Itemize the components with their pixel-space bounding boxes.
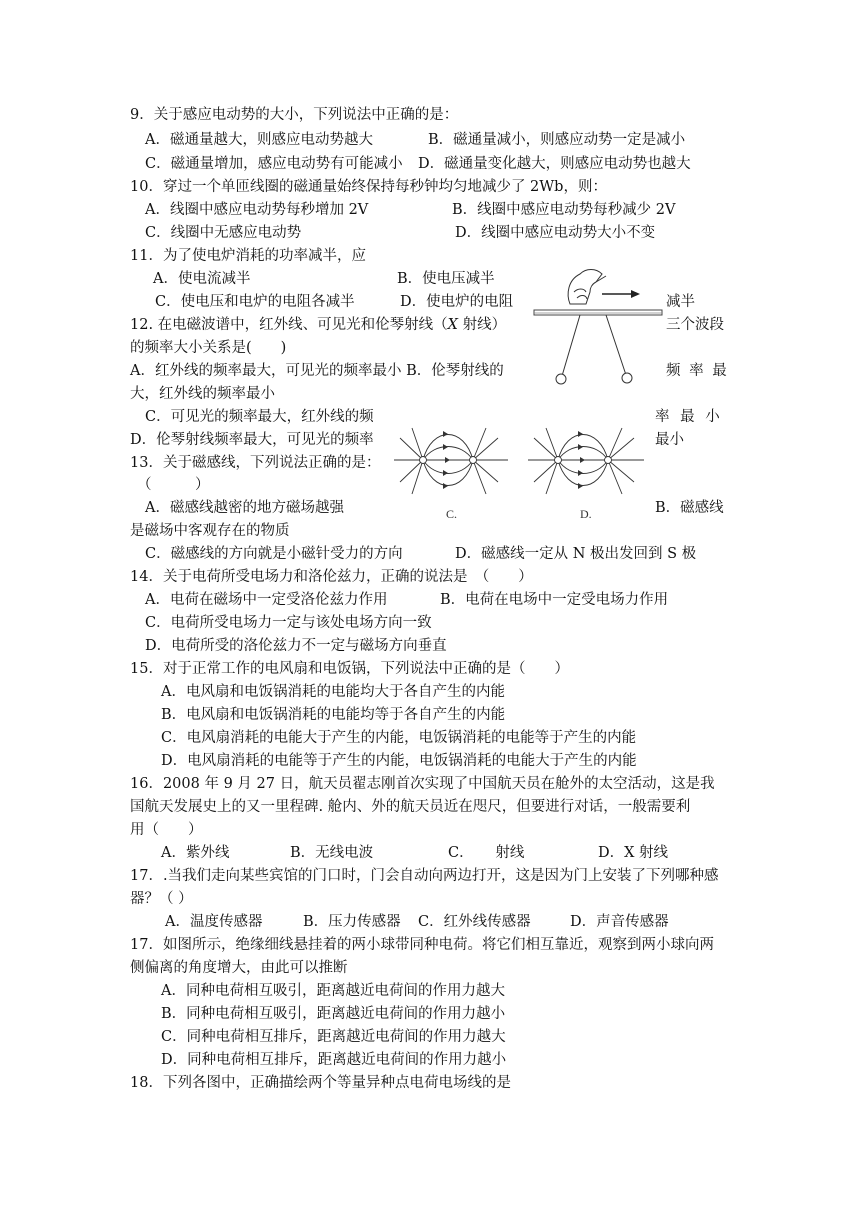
q13-option-c: C．磁感线的方向就是小磁针受力的方向: [145, 546, 403, 562]
q9-option-c: C．磁通量增加，感应电动势有可能减小: [145, 156, 403, 172]
q9-option-d: D．磁通量变化越大，则感应电动势也越大: [418, 156, 691, 172]
q16-option-c: C． 射线: [448, 845, 525, 861]
q9-stem: 9．关于感应电动势的大小，下列说法中正确的是：: [130, 107, 459, 123]
q10-option-a: A．线圈中感应电动势每秒增加 2V: [145, 202, 369, 218]
figure-d-label: D.: [580, 507, 592, 521]
q10-option-c: C．线圈中无感应电动势: [145, 225, 302, 241]
figure-c-label: C.: [446, 507, 458, 521]
q15-stem: 15．对于正常工作的电风扇和电饭锅，下列说法中正确的是（ ）: [130, 661, 569, 677]
q15-option-d: D．电风扇消耗的电能等于产生的内能，电饭锅消耗的电能大于产生的内能: [161, 753, 637, 769]
q15-option-c: C．电风扇消耗的电能大于产生的内能，电饭锅消耗的电能等于产生的内能: [161, 730, 637, 746]
q13-stem: 13．关于磁感线，下列说法正确的是：: [130, 455, 381, 471]
q14-option-a: A．电荷在磁场中一定受洛伦兹力作用: [145, 592, 388, 608]
field-lines-figure-c: [390, 418, 518, 522]
q17a-option-a: A．温度传感器: [165, 914, 263, 930]
q10-stem: 10．穿过一个单匝线圈的磁通量始终保持每秒钟均匀地减少了 2Wb，则：: [130, 179, 607, 195]
q12-option-c: C．可见光的频率最大，红外线的频: [145, 409, 374, 425]
q17b-option-c: C．同种电荷相互排斥，距离越近电荷间的作用力越大: [161, 1029, 506, 1045]
q12-stem-line2: 的频率大小关系是( ): [130, 340, 287, 356]
q13-option-d: D．磁感线一定从 N 极出发回到 S 极: [455, 546, 697, 562]
q17b-line2: 侧偏离的角度增大，由此可以推断: [130, 960, 348, 976]
q12-stem-x: X: [447, 317, 458, 333]
q12-option-b-tail: 频 率 最: [666, 363, 727, 379]
q11-option-b: B．使电压减半: [397, 271, 495, 287]
q12-stem: [130, 315, 506, 335]
q11-option-a: A．使电流减半: [153, 271, 251, 287]
q10-option-b: B．线圈中感应电动势每秒减少 2V: [452, 202, 676, 218]
q17b-option-b: B．同种电荷相互吸引，距离越近电荷间的作用力越小: [161, 1006, 506, 1022]
q12-stem-part2: 射线）: [458, 317, 507, 333]
q16-option-a: A．紫外线: [161, 845, 230, 861]
q17b-option-a: A．同种电荷相互吸引，距离越近电荷间的作用力越大: [161, 983, 505, 999]
charged-balls-figure: [530, 262, 666, 387]
q14-stem: 14．关于电荷所受电场力和洛伦兹力，正确的说法是 （ ）: [130, 569, 533, 585]
q12-stem-tail: 三个波段: [666, 317, 724, 333]
q15-option-b: B．电风扇和电饭锅消耗的电能均等于各自产生的内能: [161, 707, 506, 723]
q12-stem-part1: 12. 在电磁波谱中，红外线、可见光和伦琴射线（: [130, 317, 448, 333]
q12-option-c-tail: 率 最 小: [655, 409, 720, 425]
q16-line1: 16．2008 年 9 月 27 日，航天员翟志刚首次实现了中国航天员在舱外的太空活动，这是我: [130, 776, 715, 792]
q9-option-b: B．磁通量减小，则感应动势一定是减小: [428, 132, 686, 148]
q13-option-a: A．磁感线越密的地方磁场越强: [145, 500, 344, 516]
q16-line3: 用（ ）: [130, 822, 203, 838]
hand-icon: [568, 270, 606, 305]
q14-option-d: D．电荷所受的洛伦兹力不一定与磁场方向垂直: [145, 638, 447, 654]
q16-option-b: B．无线电波: [290, 845, 374, 861]
q14-option-c: C．电荷所受电场力一定与该处电场方向一致: [145, 615, 432, 631]
q16-line2: 国航天发展史上的又一里程碑. 舱内、外的航天员近在咫尺，但要进行对话，一般需要利: [130, 799, 691, 815]
q13-option-b-tail: B．磁感线: [655, 500, 724, 516]
q11-option-d-tail: 减半: [666, 294, 695, 310]
q13-paren: （ ）: [137, 477, 210, 493]
q12-option-b-line2: 大，红外线的频率最小: [130, 386, 275, 402]
q9-option-a: A．磁通量越大，则感应电动势越大: [145, 132, 373, 148]
q17a-option-b: B．压力传感器: [303, 914, 401, 930]
q12-option-d: D．伦琴射线频率最大，可见光的频率: [130, 432, 374, 448]
q17a-line2: 器？（ ）: [130, 891, 193, 907]
q17a-option-d: D．声音传感器: [570, 914, 669, 930]
q13-option-b-line2: 是磁场中客观存在的物质: [130, 523, 290, 539]
q11-option-d: D．使电炉的电阻: [400, 294, 514, 310]
q16-option-d: D．X 射线: [598, 845, 669, 861]
q18-stem: 18．下列各图中，正确描绘两个等量异种点电荷电场线的是: [130, 1075, 511, 1091]
q14-option-b: B．电荷在电场中一定受电场力作用: [440, 592, 669, 608]
q11-stem: 11．为了使电炉消耗的功率减半，应: [130, 248, 366, 264]
q12-option-d-tail: 最小: [655, 432, 684, 448]
q17a-line1: 17．.当我们走向某些宾馆的门口时，门会自动向两边打开，这是因为门上安装了下列哪种感: [130, 868, 719, 884]
q17b-line1: 17．如图所示，绝缘细线悬挂着的两小球带同种电荷。将它们相互靠近，观察到两小球向两: [130, 937, 714, 953]
field-lines-figure-d: [524, 418, 652, 522]
q15-option-a: A．电风扇和电饭锅消耗的电能均大于各自产生的内能: [161, 684, 505, 700]
q17a-option-c: C．红外线传感器: [418, 914, 531, 930]
q10-option-d: D．线圈中感应电动势大小不变: [455, 225, 656, 241]
q11-option-c: C．使电压和电炉的电阻各减半: [155, 294, 355, 310]
q17b-option-d: D．同种电荷相互排斥，距离越近电荷间的作用力越小: [161, 1052, 507, 1068]
q12-option-a-b: A．红外线的频率最大，可见光的频率最小 B．伦琴射线的: [130, 363, 504, 379]
